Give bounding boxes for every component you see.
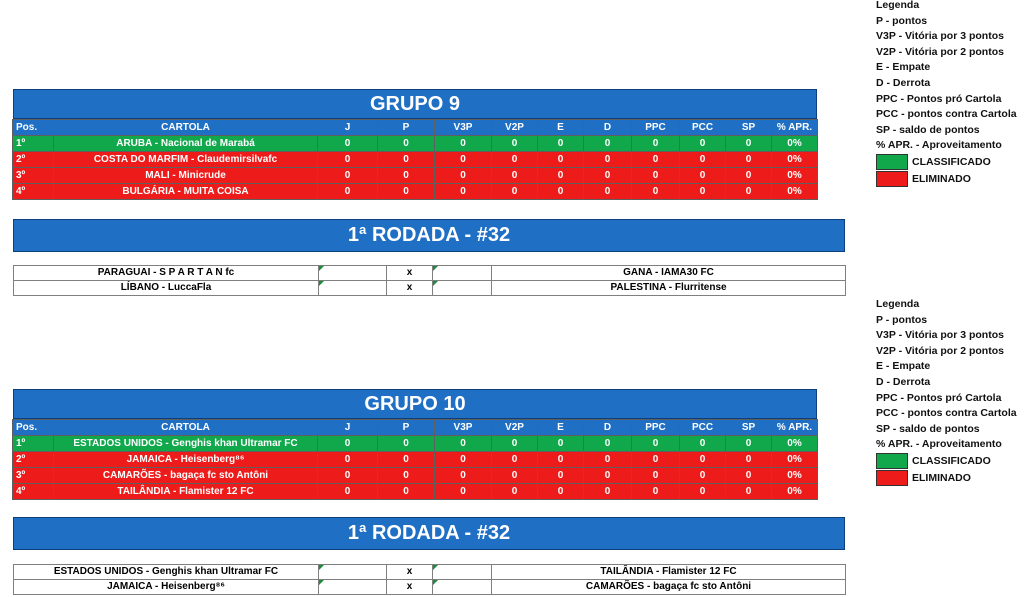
stat-cell: 0% bbox=[772, 136, 818, 152]
stat-cell: 0 bbox=[726, 484, 772, 500]
match-separator: x bbox=[387, 580, 433, 595]
legend-line: % APR. - Aproveitamento bbox=[876, 438, 1002, 451]
stat-cell: 0 bbox=[492, 468, 538, 484]
comment-marker-icon bbox=[319, 281, 324, 286]
match-separator: x bbox=[387, 565, 433, 580]
home-score-cell[interactable] bbox=[319, 281, 387, 296]
legend-line: PCC - pontos contra Cartola bbox=[876, 407, 1017, 420]
stat-cell: 0 bbox=[584, 436, 632, 452]
legend-line: V3P - Vitória por 3 pontos bbox=[876, 329, 1004, 342]
comment-marker-icon bbox=[319, 266, 324, 271]
legend-line: D - Derrota bbox=[876, 76, 931, 89]
stat-cell: 0 bbox=[632, 452, 680, 468]
stat-cell: 0 bbox=[435, 136, 492, 152]
legend-line: V2P - Vitória por 2 pontos bbox=[876, 45, 1004, 58]
legend-classified bbox=[876, 154, 1024, 171]
away-score-cell[interactable] bbox=[433, 281, 492, 296]
round-title: 1ª RODADA - #32 bbox=[13, 219, 845, 252]
header-v3p: V3P bbox=[435, 420, 492, 436]
stat-cell: 0 bbox=[318, 436, 378, 452]
stat-cell: 0 bbox=[318, 184, 378, 200]
group-10-matches-table bbox=[13, 564, 846, 595]
pos-cell: 4º bbox=[13, 484, 54, 500]
stat-cell: 0 bbox=[584, 152, 632, 168]
stat-cell: 0 bbox=[318, 136, 378, 152]
header-d: D bbox=[584, 420, 632, 436]
stat-cell: 0 bbox=[492, 152, 538, 168]
header-v2p: V2P bbox=[492, 120, 538, 136]
legend-eliminated bbox=[876, 171, 1024, 188]
stat-cell: 0 bbox=[632, 468, 680, 484]
legend-title: Legenda bbox=[876, 0, 920, 11]
header-apr: % APR. bbox=[772, 420, 818, 436]
stat-cell: 0 bbox=[726, 136, 772, 152]
group-9-matches-table bbox=[13, 265, 846, 296]
legend-group-9 bbox=[876, 0, 1024, 188]
stat-cell: 0 bbox=[435, 468, 492, 484]
header-p: P bbox=[378, 420, 435, 436]
stat-cell: 0 bbox=[492, 484, 538, 500]
match-away-team: CAMARÕES - bagaça fc sto Antôni bbox=[492, 580, 846, 595]
stat-cell: 0 bbox=[726, 436, 772, 452]
header-j: J bbox=[318, 420, 378, 436]
round-title: 1ª RODADA - #32 bbox=[13, 517, 845, 550]
table-row bbox=[13, 184, 818, 200]
stat-cell: 0 bbox=[538, 452, 584, 468]
legend-classified bbox=[876, 453, 1024, 470]
stat-cell: 0 bbox=[538, 152, 584, 168]
stat-cell: 0 bbox=[318, 152, 378, 168]
header-v2p: V2P bbox=[492, 420, 538, 436]
comment-marker-icon bbox=[433, 565, 438, 570]
stat-cell: 0 bbox=[378, 168, 435, 184]
stat-cell: 0 bbox=[584, 484, 632, 500]
table-row bbox=[13, 168, 818, 184]
stat-cell: 0 bbox=[584, 184, 632, 200]
legend-eliminated-label: ELIMINADO bbox=[912, 172, 971, 185]
stat-cell: 0 bbox=[378, 152, 435, 168]
pos-cell: 2º bbox=[13, 152, 54, 168]
header-ppc: PPC bbox=[632, 120, 680, 136]
match-row bbox=[14, 266, 846, 281]
legend-eliminated bbox=[876, 470, 1024, 487]
stat-cell: 0 bbox=[726, 168, 772, 184]
classified-swatch bbox=[876, 154, 908, 170]
stat-cell: 0 bbox=[538, 484, 584, 500]
stat-cell: 0 bbox=[538, 136, 584, 152]
stat-cell: 0 bbox=[378, 436, 435, 452]
match-home-team: LÍBANO - LuccaFla bbox=[14, 281, 319, 296]
away-score-cell[interactable] bbox=[433, 565, 492, 580]
legend-line: SP - saldo de pontos bbox=[876, 123, 980, 136]
stat-cell: 0 bbox=[318, 168, 378, 184]
stat-cell: 0 bbox=[378, 484, 435, 500]
stat-cell: 0 bbox=[726, 452, 772, 468]
table-row bbox=[13, 152, 818, 168]
header-j: J bbox=[318, 120, 378, 136]
stat-cell: 0 bbox=[632, 168, 680, 184]
table-row bbox=[13, 436, 818, 452]
eliminated-swatch bbox=[876, 470, 908, 486]
stat-cell: 0% bbox=[772, 184, 818, 200]
comment-marker-icon bbox=[319, 580, 324, 585]
header-cartola: CARTOLA bbox=[54, 420, 318, 436]
stat-cell: 0 bbox=[538, 436, 584, 452]
pos-cell: 4º bbox=[13, 184, 54, 200]
classified-swatch bbox=[876, 453, 908, 469]
eliminated-swatch bbox=[876, 171, 908, 187]
header-p: P bbox=[378, 120, 435, 136]
header-pcc: PCC bbox=[680, 120, 726, 136]
legend-line: E - Empate bbox=[876, 61, 931, 74]
stat-cell: 0% bbox=[772, 152, 818, 168]
stat-cell: 0 bbox=[492, 184, 538, 200]
stat-cell: 0 bbox=[435, 184, 492, 200]
comment-marker-icon bbox=[433, 266, 438, 271]
stat-cell: 0 bbox=[538, 468, 584, 484]
header-sp: SP bbox=[726, 120, 772, 136]
group-9-title: GRUPO 9 bbox=[13, 89, 817, 119]
pos-cell: 1º bbox=[13, 436, 54, 452]
stat-cell: 0 bbox=[726, 184, 772, 200]
header-pos: Pos. bbox=[13, 420, 54, 436]
home-score-cell[interactable] bbox=[319, 580, 387, 595]
match-home-team: JAMAICA - Heisenberg⁸⁶ bbox=[14, 580, 319, 595]
legend-line: PPC - Pontos pró Cartola bbox=[876, 391, 1002, 404]
stat-cell: 0 bbox=[584, 468, 632, 484]
legend-line: PCC - pontos contra Cartola bbox=[876, 108, 1017, 121]
match-row bbox=[14, 281, 846, 296]
stat-cell: 0 bbox=[318, 452, 378, 468]
legend-title: Legenda bbox=[876, 298, 920, 310]
away-score-cell[interactable] bbox=[433, 266, 492, 281]
match-away-team: GANA - IAMA30 FC bbox=[492, 266, 846, 281]
home-score-cell[interactable] bbox=[319, 266, 387, 281]
legend-line: P - pontos bbox=[876, 313, 928, 326]
stat-cell: 0 bbox=[726, 468, 772, 484]
stat-cell: 0 bbox=[492, 136, 538, 152]
stat-cell: 0 bbox=[680, 484, 726, 500]
header-cartola: CARTOLA bbox=[54, 120, 318, 136]
header-pos: Pos. bbox=[13, 120, 54, 136]
stat-cell: 0 bbox=[538, 184, 584, 200]
stat-cell: 0 bbox=[632, 136, 680, 152]
stat-cell: 0 bbox=[632, 484, 680, 500]
header-ppc: PPC bbox=[632, 420, 680, 436]
stat-cell: 0 bbox=[632, 184, 680, 200]
stat-cell: 0 bbox=[492, 436, 538, 452]
match-home-team: ESTADOS UNIDOS - Genghis khan Ultramar FC bbox=[14, 565, 319, 580]
legend-classified-label: CLASSIFICADO bbox=[912, 155, 991, 168]
header-d: D bbox=[584, 120, 632, 136]
stat-cell: 0% bbox=[772, 484, 818, 500]
away-score-cell[interactable] bbox=[433, 580, 492, 595]
legend-group-10 bbox=[876, 297, 1024, 487]
stat-cell: 0 bbox=[378, 468, 435, 484]
table-header-row bbox=[13, 120, 818, 136]
match-row bbox=[14, 580, 846, 595]
stat-cell: 0 bbox=[435, 436, 492, 452]
team-cell: COSTA DO MARFIM - Claudemirsilvafc bbox=[54, 152, 318, 168]
team-cell: JAMAICA - Heisenberg⁸⁶ bbox=[54, 452, 318, 468]
table-row bbox=[13, 136, 818, 152]
stat-cell: 0 bbox=[680, 184, 726, 200]
match-away-team: PALESTINA - Flurritense bbox=[492, 281, 846, 296]
match-separator: x bbox=[387, 281, 433, 296]
header-e: E bbox=[538, 120, 584, 136]
match-away-team: TAILÂNDIA - Flamister 12 FC bbox=[492, 565, 846, 580]
pos-cell: 2º bbox=[13, 452, 54, 468]
comment-marker-icon bbox=[433, 580, 438, 585]
stat-cell: 0 bbox=[435, 168, 492, 184]
stat-cell: 0 bbox=[435, 452, 492, 468]
stat-cell: 0 bbox=[378, 136, 435, 152]
team-cell: BULGÁRIA - MUITA COISA bbox=[54, 184, 318, 200]
stat-cell: 0 bbox=[680, 152, 726, 168]
stat-cell: 0 bbox=[584, 452, 632, 468]
stat-cell: 0% bbox=[772, 168, 818, 184]
stat-cell: 0% bbox=[772, 468, 818, 484]
stat-cell: 0 bbox=[492, 168, 538, 184]
stat-cell: 0 bbox=[378, 184, 435, 200]
legend-line: E - Empate bbox=[876, 360, 931, 373]
home-score-cell[interactable] bbox=[319, 565, 387, 580]
stat-cell: 0% bbox=[772, 436, 818, 452]
stat-cell: 0% bbox=[772, 452, 818, 468]
group-9-standings-table bbox=[12, 119, 818, 200]
legend-line: P - pontos bbox=[876, 14, 928, 27]
legend-line: D - Derrota bbox=[876, 375, 931, 388]
legend-line: SP - saldo de pontos bbox=[876, 422, 980, 435]
table-row bbox=[13, 452, 818, 468]
stat-cell: 0 bbox=[680, 136, 726, 152]
stat-cell: 0 bbox=[680, 468, 726, 484]
team-cell: MALI - Minicrude bbox=[54, 168, 318, 184]
comment-marker-icon bbox=[319, 565, 324, 570]
stat-cell: 0 bbox=[632, 152, 680, 168]
stat-cell: 0 bbox=[584, 136, 632, 152]
stat-cell: 0 bbox=[680, 452, 726, 468]
stat-cell: 0 bbox=[632, 436, 680, 452]
stat-cell: 0 bbox=[435, 152, 492, 168]
stat-cell: 0 bbox=[318, 484, 378, 500]
pos-cell: 3º bbox=[13, 468, 54, 484]
stat-cell: 0 bbox=[435, 484, 492, 500]
stat-cell: 0 bbox=[584, 168, 632, 184]
legend-classified-label: CLASSIFICADO bbox=[912, 454, 991, 467]
legend-line: V3P - Vitória por 3 pontos bbox=[876, 30, 1004, 43]
stat-cell: 0 bbox=[680, 168, 726, 184]
stat-cell: 0 bbox=[680, 436, 726, 452]
match-home-team: PARAGUAI - S P A R T A N fc bbox=[14, 266, 319, 281]
group-10-standings-table bbox=[12, 419, 818, 500]
header-apr: % APR. bbox=[772, 120, 818, 136]
table-header-row bbox=[13, 420, 818, 436]
team-cell: TAILÂNDIA - Flamister 12 FC bbox=[54, 484, 318, 500]
legend-line: PPC - Pontos pró Cartola bbox=[876, 92, 1002, 105]
legend-line: % APR. - Aproveitamento bbox=[876, 139, 1002, 152]
team-cell: ARUBA - Nacional de Marabá bbox=[54, 136, 318, 152]
stat-cell: 0 bbox=[378, 452, 435, 468]
group-10-title: GRUPO 10 bbox=[13, 389, 817, 419]
table-row bbox=[13, 468, 818, 484]
pos-cell: 1º bbox=[13, 136, 54, 152]
header-pcc: PCC bbox=[680, 420, 726, 436]
stat-cell: 0 bbox=[726, 152, 772, 168]
legend-eliminated-label: ELIMINADO bbox=[912, 471, 971, 484]
stat-cell: 0 bbox=[538, 168, 584, 184]
pos-cell: 3º bbox=[13, 168, 54, 184]
stat-cell: 0 bbox=[318, 468, 378, 484]
header-e: E bbox=[538, 420, 584, 436]
header-v3p: V3P bbox=[435, 120, 492, 136]
team-cell: CAMARÕES - bagaça fc sto Antôni bbox=[54, 468, 318, 484]
legend-line: V2P - Vitória por 2 pontos bbox=[876, 344, 1004, 357]
stat-cell: 0 bbox=[492, 452, 538, 468]
match-separator: x bbox=[387, 266, 433, 281]
team-cell: ESTADOS UNIDOS - Genghis khan Ultramar FC bbox=[54, 436, 318, 452]
comment-marker-icon bbox=[433, 281, 438, 286]
table-row bbox=[13, 484, 818, 500]
header-sp: SP bbox=[726, 420, 772, 436]
match-row bbox=[14, 565, 846, 580]
